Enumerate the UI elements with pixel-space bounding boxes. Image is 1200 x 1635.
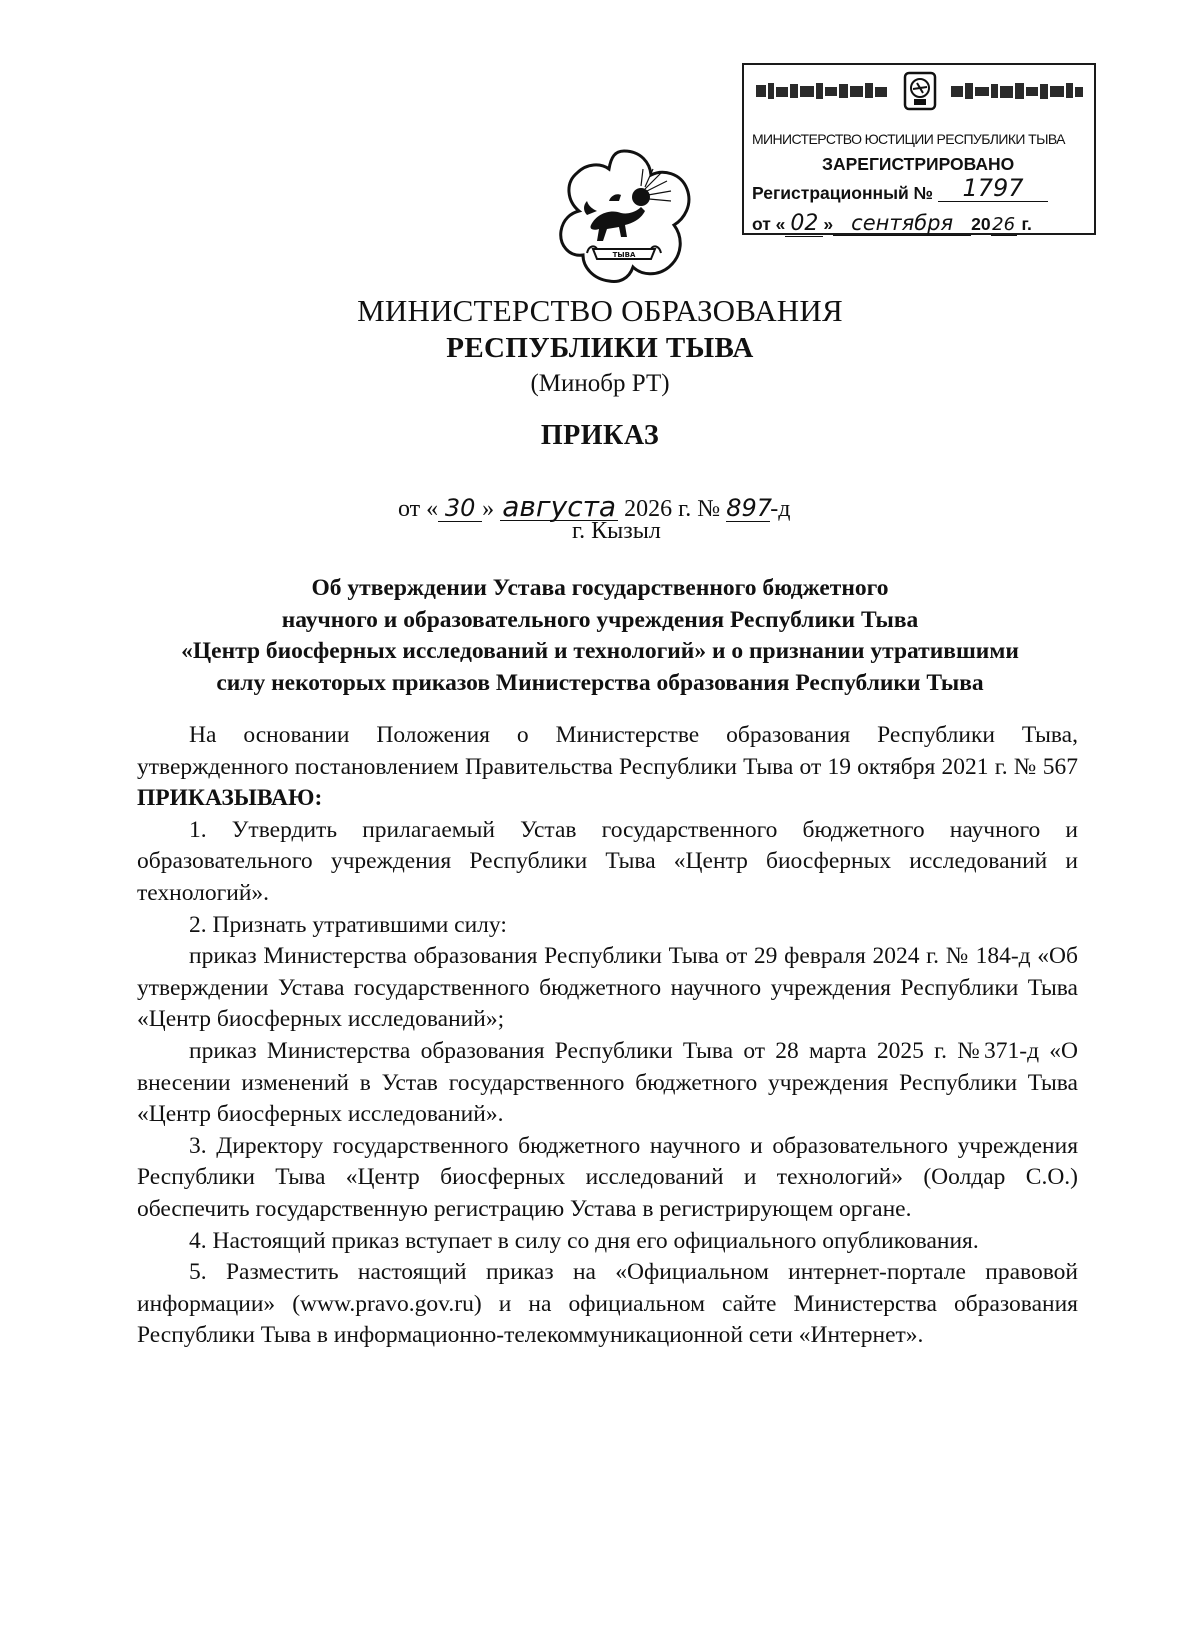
title-line: научного и образовательного учреждения Республики Тыва — [281, 606, 919, 633]
preamble-text: На основании Положения о Министерстве образования Республики Тыва, утвержденного постановлением Правительства Республики Тыва от 19 октября 2021 г. № 567 — [137, 722, 1078, 780]
clause-3: 3. Директору государственного бюджетного научного и образовательного учреждения Республики Тыва «Центр биосферных исследований и технологий» (Оолдар С.О.) обеспечить государственную регистрацию Устава в регистрирующем органе. — [137, 1132, 1078, 1222]
stamp-ministry-name: МИНИСТЕРСТВО ЮСТИЦИИ РЕСПУБЛИКИ ТЫВА — [752, 131, 1065, 147]
stamp-date-day: 02 — [785, 211, 823, 237]
document-type: ПРИКАЗ — [540, 420, 660, 451]
clause-2-item-1: приказ Министерства образования Республики Тыва от 29 февраля 2024 г. № 184-д «Об утверждении Устава государственного бюджетного научного учреждения Республики Тыва «Центр биосферных исследований»; — [137, 943, 1078, 1033]
clause-1: 1. Утвердить прилагаемый Устав государственного бюджетного научного и образовательного учреждения Республики Тыва «Центр биосферных исследований и технологий». — [137, 816, 1078, 906]
document-body — [137, 720, 1078, 1352]
emblem-label: ТЫВА — [612, 251, 636, 259]
stamp-date-end: г. — [1021, 214, 1032, 234]
ministry-name: МИНИСТЕРСТВО ОБРАЗОВАНИЯ — [357, 293, 843, 328]
stamp-smudge-right — [949, 79, 1085, 103]
order-date-mid: » — [482, 496, 495, 522]
tuva-coat-of-arms-icon — [553, 145, 695, 287]
stamp-smudge-left — [754, 79, 890, 103]
stamp-date-year: 26 — [992, 214, 1016, 235]
order-city: г. Кызыл — [572, 518, 661, 544]
order-year: 2026 г. № — [624, 496, 721, 522]
title-line: «Центр биосферных исследований и технологий» и о признании утратившими — [181, 638, 1019, 664]
order-month: августа — [500, 494, 618, 521]
stamp-regnum-label: Регистрационный № — [752, 183, 934, 203]
stamp-date-prefix: от « — [752, 214, 786, 234]
stamp-date-year-prefix: 20 — [971, 214, 991, 234]
stamp-date-mid: » — [823, 214, 834, 234]
order-number-suffix: -д — [770, 496, 791, 522]
stamp-regnum-value: 1797 — [938, 173, 1048, 202]
title-line: силу некоторых приказов Министерства образования Республики Тыва — [216, 669, 984, 696]
ministry-abbreviation: (Минобр РТ) — [530, 370, 670, 397]
preamble-paragraph — [137, 720, 1078, 815]
registration-stamp — [742, 63, 1096, 235]
clause-4: 4. Настоящий приказ вступает в силу со дня его официального опубликования. — [189, 1227, 979, 1254]
document-title — [0, 573, 1200, 699]
order-number: 897 — [726, 494, 773, 522]
order-day: 30 — [438, 495, 482, 522]
stamp-registered-label: ЗАРЕГИСТРИРОВАНО — [822, 154, 1015, 174]
clause-2-item-2: приказ Министерства образования Республики Тыва от 28 марта 2025 г. №371-д «О внесении изменений в Устав государственного бюджетного учреждения Республики Тыва «Центр биосферных исследований». — [137, 1037, 1078, 1128]
stamp-date — [752, 211, 1032, 237]
clause-5: 5. Разместить настоящий приказ на «Официальном интернет-портале правовой информации» (www.pravo.gov.ru) и на официальном сайте Министерства образования Республики Тыва в информационно-телекоммуникационной сети «Интернет». — [137, 1259, 1078, 1349]
ministry-republic: РЕСПУБЛИКИ ТЫВА — [446, 332, 754, 364]
clause-2: 2. Признать утратившими силу: — [189, 911, 507, 938]
order-keyword: ПРИКАЗЫВАЮ: — [137, 785, 323, 812]
order-date-prefix: от « — [398, 496, 439, 522]
stamp-emblem-icon — [903, 71, 937, 111]
stamp-date-month: сентября — [833, 211, 971, 236]
title-line: Об утверждении Устава государственного бюджетного — [311, 575, 889, 601]
